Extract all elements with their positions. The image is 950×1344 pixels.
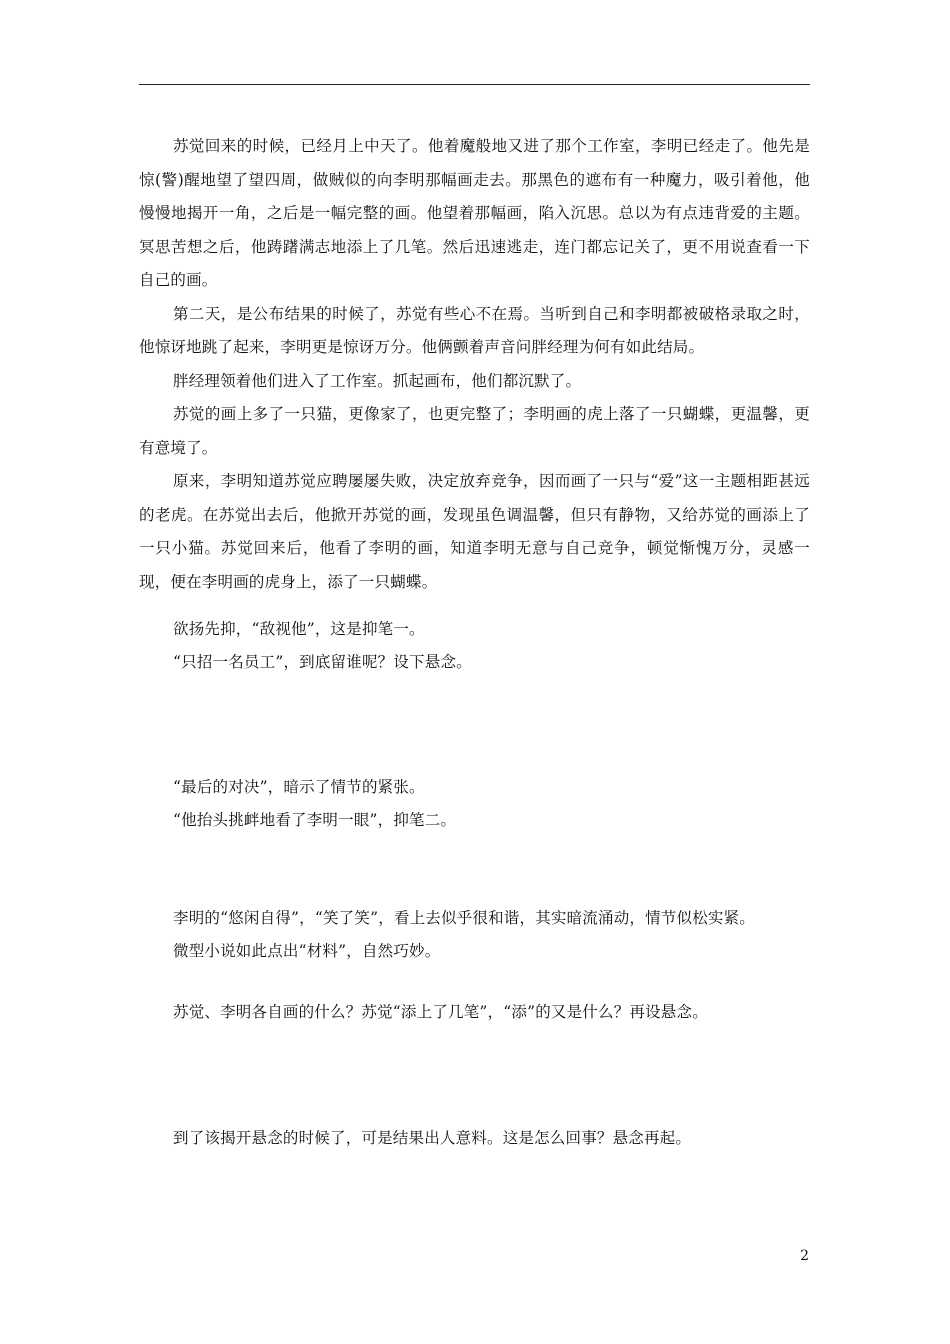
annotation: 欲扬先抑，“敌视他”，这是抑笔一。 <box>173 620 425 638</box>
page-number: 2 <box>800 1248 809 1264</box>
annotation: 李明的“悠闲自得”，“笑了笑”，看上去似乎很和谐，其实暗流涌动，情节似松实紧。 <box>173 909 755 927</box>
story-paragraph: 苏觉回来的时候，已经月上中天了。他着魔般地又进了那个工作室，李明已经走了。他先是惊(警)醒地望了望四周，做贼似的向李明那幅画走去。那黑色的遮布有一种魔力，吸引着他，他慢慢地揭开一角，之后是一幅完整的画。他望着那幅画，陷入沉思。总以为有点违背爱的主题。冥思苦想之后，他踌躇满志地添上了几笔。然后迅速逃走，连门都忘记关了，更不用说查看一下自己的画。 <box>139 137 810 289</box>
story-text <box>139 130 810 599</box>
story-paragraph: 苏觉的画上多了一只猫，更像家了，也更完整了；李明画的虎上落了一只蝴蝶，更温馨，更有意境了。 <box>139 405 810 457</box>
header-rule <box>139 84 810 85</box>
annotation: 到了该揭开悬念的时候了，可是结果出人意料。这是怎么回事？悬念再起。 <box>173 1129 692 1147</box>
annotation: 微型小说如此点出“材料”，自然巧妙。 <box>173 942 441 960</box>
story-paragraph: 原来，李明知道苏觉应聘屡屡失败，决定放弃竞争，因而画了一只与“爱”这一主题相距甚远的老虎。在苏觉出去后，他掀开苏觉的画，发现虽色调温馨，但只有静物，又给苏觉的画添上了一只小猫。苏觉回来后，他看了李明的画，知道李明无意与自己竞争，顿觉惭愧万分，灵感一现，便在李明画的虎身上，添了一只蝴蝶。 <box>139 472 810 591</box>
annotation: “最后的对决”，暗示了情节的紧张。 <box>173 778 425 796</box>
annotation: 苏觉、李明各自画的什么？苏觉“添上了几笔”，“添”的又是什么？再设悬念。 <box>173 1003 708 1021</box>
story-paragraph: 第二天，是公布结果的时候了，苏觉有些心不在焉。当听到自己和李明都被破格录取之时，他惊讶地跳了起来，李明更是惊讶万分。他俩颤着声音问胖经理为何有如此结局。 <box>139 304 810 356</box>
annotation: “只招一名员工”，到底留谁呢？设下悬念。 <box>173 653 472 671</box>
annotation: “他抬头挑衅地看了李明一眼”，抑笔二。 <box>173 811 457 829</box>
story-paragraph: 胖经理领着他们进入了工作室。抓起画布，他们都沉默了。 <box>173 371 582 390</box>
